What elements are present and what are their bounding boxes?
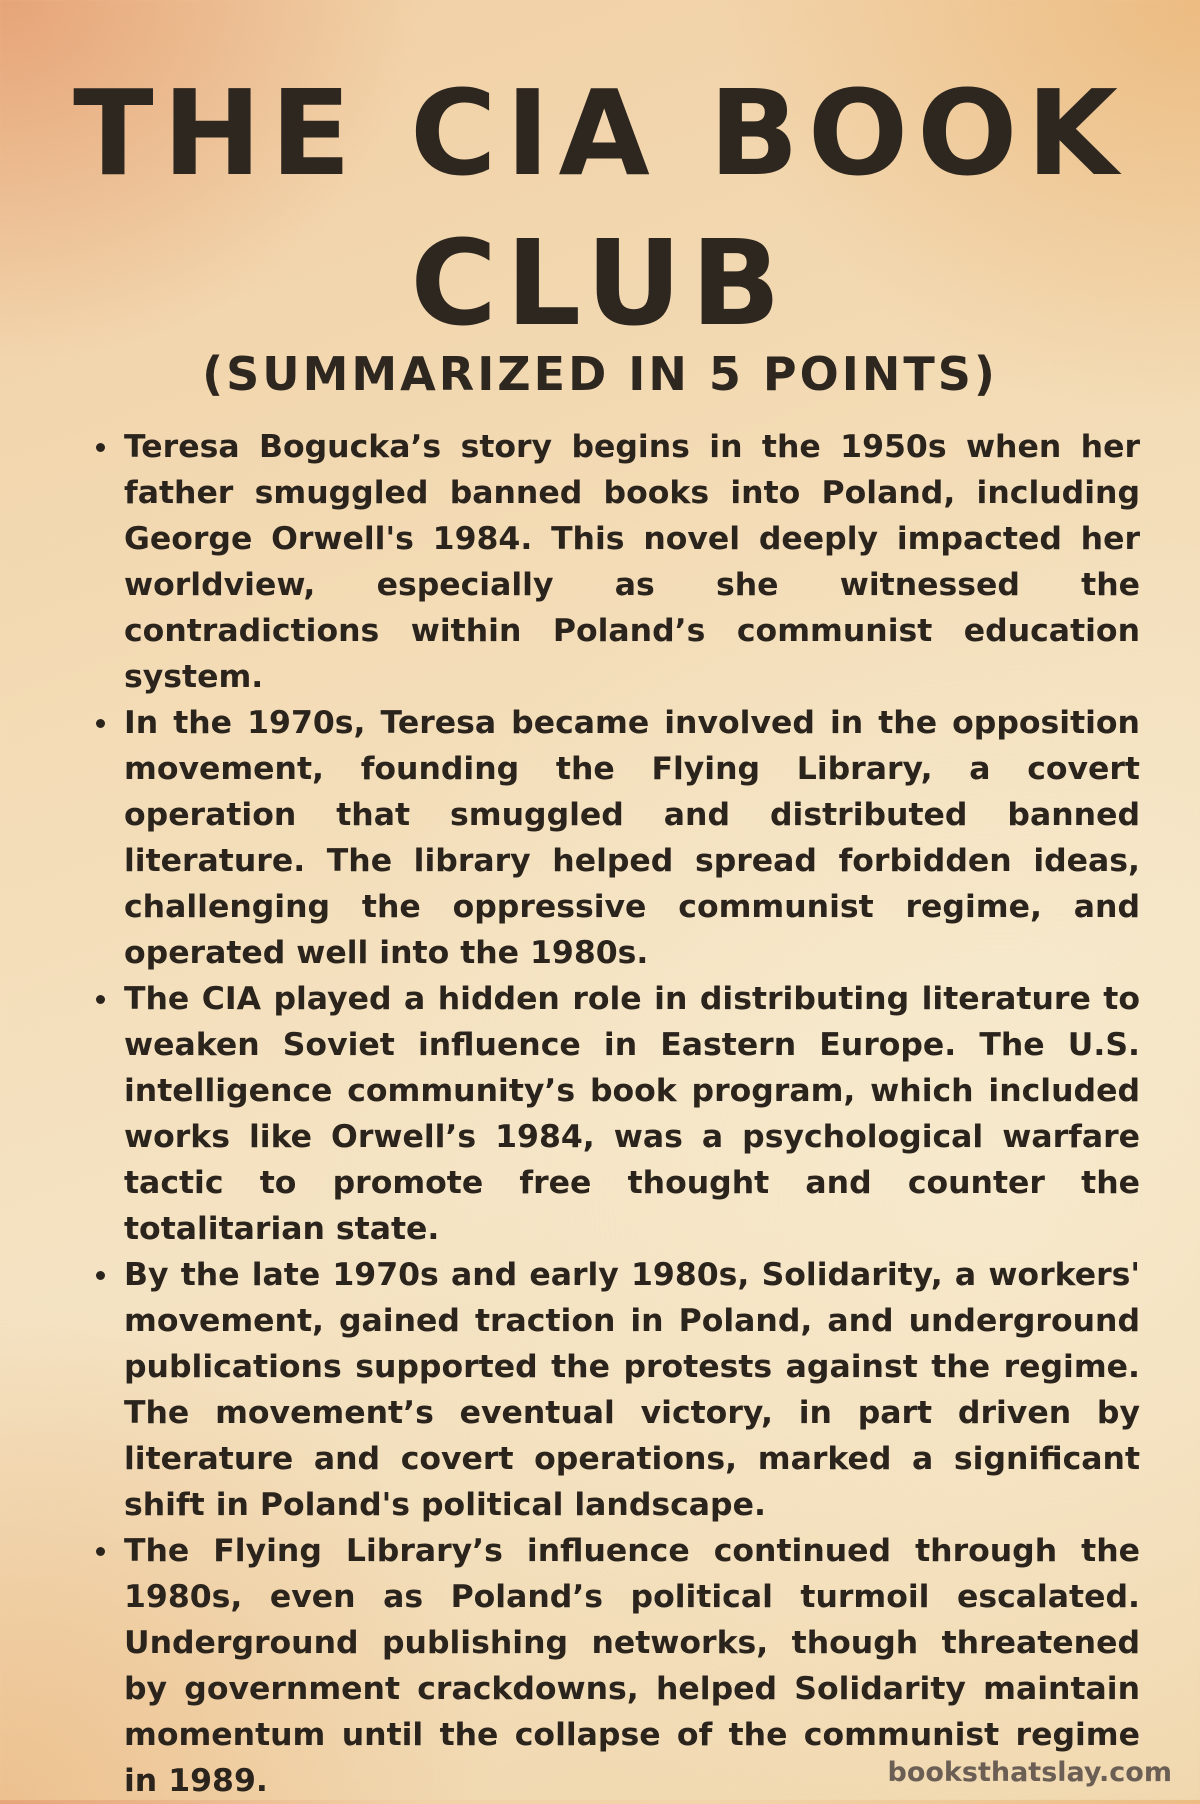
bullet-dot-icon <box>96 443 105 452</box>
page-title: THE CIA BOOK CLUB <box>73 64 1127 352</box>
page-subtitle: (SUMMARIZED IN 5 POINTS) <box>202 347 998 401</box>
summary-point-text: In the 1970s, Teresa became involved in the opposition movement, founding the Flying Library, a covert operation that smuggled and distributed banned literature. The library helped spread forbidden ideas, challenging the oppressive communist regime, and operated well into the 1980s. <box>124 705 1140 971</box>
summary-point-3 <box>92 976 1140 1252</box>
summary-point-4 <box>92 1252 1140 1528</box>
summary-point-text: Teresa Bogucka’s story begins in the 1950s when her father smuggled banned books into Poland, including George Orwell's 1984. This novel deeply impacted her worldview, especially as she witnessed the contradictions within Poland’s communist education system. <box>124 429 1140 695</box>
summary-point-text: By the late 1970s and early 1980s, Solidarity, a workers' movement, gained traction in Poland, and underground publications supported the protests against the regime. The movement’s eventual victory, in part driven by literature and covert operations, marked a significant shift in Poland's political landscape. <box>124 1257 1140 1523</box>
site-url: booksthatslay.com <box>887 1757 1172 1788</box>
summary-points-list <box>92 424 1140 1804</box>
bullet-dot-icon <box>96 1271 105 1280</box>
bullet-dot-icon <box>96 719 105 728</box>
summary-point-text: The CIA played a hidden role in distributing literature to weaken Soviet influence in Eastern Europe. The U.S. intelligence community’s book program, which included works like Orwell’s 1984, was a psychological warfare tactic to promote free thought and counter the totalitarian state. <box>124 981 1140 1247</box>
bullet-dot-icon <box>96 995 105 1004</box>
summary-point-text: The Flying Library’s influence continued through the 1980s, even as Poland’s political turmoil escalated. Underground publishing networks, though threatened by government crackdowns, helped Solidarity maintain momentum until the collapse of the communist regime in 1989. <box>124 1533 1140 1799</box>
bullet-dot-icon <box>96 1547 105 1556</box>
summary-point-2 <box>92 700 1140 976</box>
summary-point-1 <box>92 424 1140 700</box>
